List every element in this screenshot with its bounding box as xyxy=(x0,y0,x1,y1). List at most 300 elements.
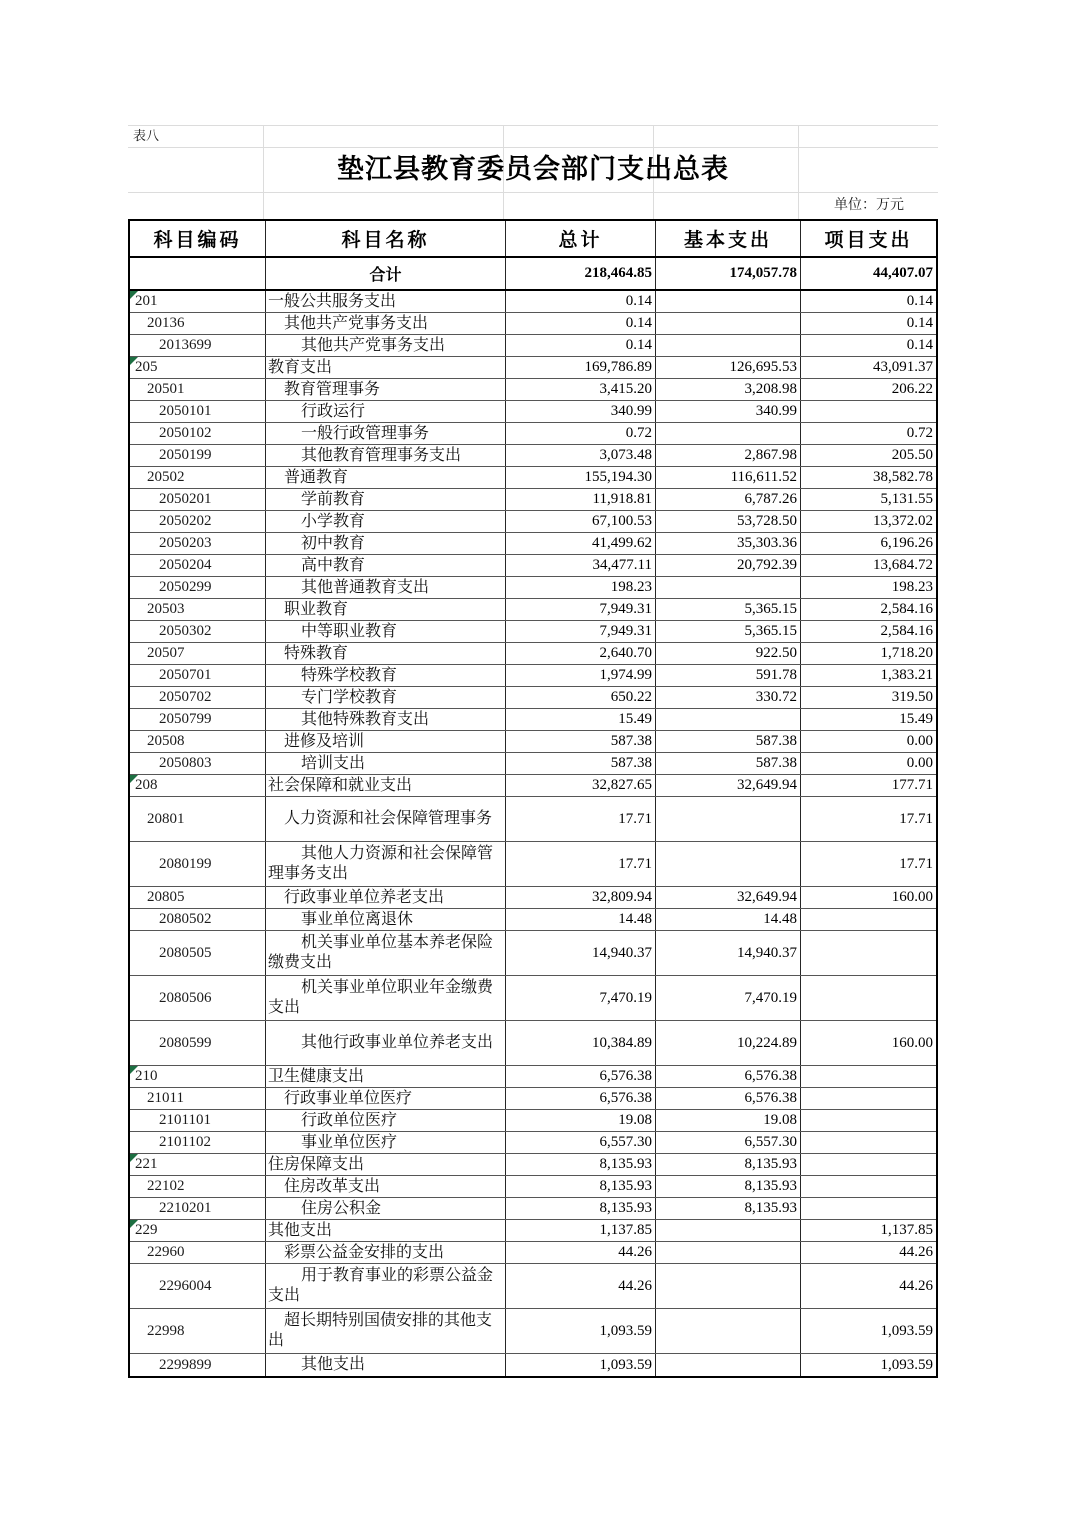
amount: 20,792.39 xyxy=(737,557,797,573)
total-cell xyxy=(505,467,655,488)
total-cell xyxy=(505,709,655,730)
subject-code: 2050202 xyxy=(159,513,212,529)
total-cell xyxy=(505,379,655,400)
amount: 126,695.53 xyxy=(729,359,797,375)
subject-code: 229 xyxy=(135,1222,158,1238)
code-cell xyxy=(130,1154,265,1175)
basic-cell xyxy=(655,775,800,796)
code-cell xyxy=(130,1110,265,1131)
amount: 17.71 xyxy=(618,855,652,872)
name-cell xyxy=(265,599,505,620)
code-cell xyxy=(130,379,265,400)
amount: 15.49 xyxy=(899,711,933,727)
table-body xyxy=(130,291,936,1376)
basic-cell xyxy=(655,291,800,312)
amount: 7,949.31 xyxy=(599,601,652,617)
project-cell xyxy=(800,1198,936,1219)
project-cell xyxy=(800,599,936,620)
code-cell xyxy=(130,909,265,930)
subject-name: 特殊学校教育 xyxy=(301,666,398,684)
amount: 205.50 xyxy=(891,447,933,463)
project-cell xyxy=(800,1088,936,1109)
basic-cell xyxy=(655,379,800,400)
amount: 44.26 xyxy=(618,1277,652,1294)
basic-cell xyxy=(655,335,800,356)
total-cell xyxy=(505,976,655,1020)
code-cell xyxy=(130,291,265,312)
code-cell xyxy=(130,1264,265,1308)
basic-cell xyxy=(655,753,800,774)
basic-cell xyxy=(655,1264,800,1308)
amount: 587.38 xyxy=(755,733,797,749)
code-cell xyxy=(130,1021,265,1065)
subject-code: 2050302 xyxy=(159,623,212,639)
name-cell xyxy=(265,931,505,975)
subject-name: 行政事业单位医疗 xyxy=(284,1089,413,1107)
code-cell xyxy=(130,1176,265,1197)
subject-name: 学前教育 xyxy=(301,490,366,508)
amount: 6,196.26 xyxy=(880,535,933,551)
project-cell xyxy=(800,1154,936,1175)
table-row xyxy=(130,709,936,731)
subject-code: 208 xyxy=(135,777,158,793)
code-cell xyxy=(130,753,265,774)
page-title: 垫江县教育委员会部门支出总表 xyxy=(337,154,729,184)
unit-label: 单位：万元 xyxy=(834,198,904,213)
amount: 0.14 xyxy=(625,337,652,353)
total-cell xyxy=(505,731,655,752)
amount: 1,093.59 xyxy=(599,1356,652,1373)
basic-cell xyxy=(655,1132,800,1153)
name-cell xyxy=(265,555,505,576)
subject-code: 2080506 xyxy=(159,989,212,1006)
subject-code: 2050204 xyxy=(159,557,212,573)
subject-name: 培训支出 xyxy=(301,754,366,772)
amount: 177.71 xyxy=(891,777,933,793)
project-cell: 44,407.07 xyxy=(800,258,936,289)
subject-name: 其他人力资源和社会保障管理事务支出 xyxy=(268,845,494,882)
table-row xyxy=(130,313,936,335)
subject-code: 2101101 xyxy=(159,1112,211,1128)
subject-code: 2050201 xyxy=(159,491,212,507)
amount: 8,135.93 xyxy=(744,1200,797,1216)
subject-code: 2050101 xyxy=(159,403,212,419)
code-cell xyxy=(130,489,265,510)
amount: 0.14 xyxy=(906,315,933,331)
subject-name: 其他特殊教育支出 xyxy=(301,710,430,728)
expenditure-table xyxy=(128,219,938,1378)
table-row xyxy=(130,797,936,842)
code-cell xyxy=(130,643,265,664)
code-cell xyxy=(130,1354,265,1376)
subject-code: 2050102 xyxy=(159,425,212,441)
code-cell xyxy=(130,577,265,598)
code-cell xyxy=(130,1220,265,1241)
amount: 17.71 xyxy=(899,855,933,872)
name-cell xyxy=(265,887,505,908)
table-row xyxy=(130,1066,936,1088)
column-header-code: 科目编码 xyxy=(153,230,242,251)
amount: 15.49 xyxy=(618,711,652,727)
amount: 587.38 xyxy=(610,733,652,749)
table-row xyxy=(130,1088,936,1110)
amount: 2,584.16 xyxy=(880,601,933,617)
amount: 13,372.02 xyxy=(873,513,933,529)
project-cell xyxy=(800,1176,936,1197)
code-cell xyxy=(130,1088,265,1109)
table-row xyxy=(130,842,936,887)
code-cell xyxy=(130,533,265,554)
amount: 319.50 xyxy=(891,689,933,705)
total-cell xyxy=(505,687,655,708)
total-cell xyxy=(505,665,655,686)
project-cell xyxy=(800,1264,936,1308)
basic-cell xyxy=(655,931,800,975)
subject-code: 2080199 xyxy=(159,855,212,872)
total-cell xyxy=(505,1309,655,1353)
project-cell xyxy=(800,621,936,642)
basic-cell xyxy=(655,1198,800,1219)
name-cell xyxy=(265,1198,505,1219)
basic-cell xyxy=(655,621,800,642)
name-cell xyxy=(265,775,505,796)
project-cell xyxy=(800,423,936,444)
subject-code: 20801 xyxy=(147,810,185,827)
basic-cell xyxy=(655,533,800,554)
amount: 0.14 xyxy=(625,315,652,331)
amount: 8,135.93 xyxy=(599,1200,652,1216)
project-cell xyxy=(800,709,936,730)
amount: 591.78 xyxy=(755,667,797,683)
code-cell xyxy=(130,445,265,466)
total-cell xyxy=(505,1264,655,1308)
basic-cell xyxy=(655,1088,800,1109)
table-row xyxy=(130,357,936,379)
name-cell xyxy=(265,489,505,510)
amount: 17.71 xyxy=(899,810,933,827)
amount: 922.50 xyxy=(755,645,797,661)
subject-code: 221 xyxy=(135,1156,158,1172)
basic-cell xyxy=(655,511,800,532)
amount: 34,477.11 xyxy=(592,557,652,573)
total-cell xyxy=(505,1220,655,1241)
subject-name: 其他普通教育支出 xyxy=(301,578,430,596)
amount: 587.38 xyxy=(755,755,797,771)
total-cell xyxy=(505,621,655,642)
name-cell xyxy=(265,511,505,532)
table-row xyxy=(130,1264,936,1309)
amount: 206.22 xyxy=(891,381,933,397)
total-cell xyxy=(505,1198,655,1219)
amount: 650.22 xyxy=(610,689,652,705)
amount: 1,383.21 xyxy=(880,667,933,683)
code-cell xyxy=(130,775,265,796)
table-header-row xyxy=(130,221,936,258)
basic-cell xyxy=(655,599,800,620)
table-row xyxy=(130,1309,936,1354)
project-cell xyxy=(800,1110,936,1131)
name-cell xyxy=(265,731,505,752)
amount: 17.71 xyxy=(618,810,652,827)
amount: 1,093.59 xyxy=(599,1322,652,1339)
project-cell xyxy=(800,687,936,708)
table-row xyxy=(130,379,936,401)
amount: 0.00 xyxy=(906,733,933,749)
name-cell xyxy=(265,1088,505,1109)
amount: 32,649.94 xyxy=(737,889,797,905)
basic-cell xyxy=(655,731,800,752)
basic-cell xyxy=(655,1220,800,1241)
name-cell xyxy=(265,1242,505,1263)
project-cell xyxy=(800,291,936,312)
name-cell xyxy=(265,1264,505,1308)
subject-code: 20502 xyxy=(147,469,185,485)
code-cell xyxy=(130,976,265,1020)
amount: 8,135.93 xyxy=(744,1178,797,1194)
subject-name: 教育支出 xyxy=(268,358,333,376)
total-cell xyxy=(505,577,655,598)
amount: 0.14 xyxy=(906,337,933,353)
amount: 1,093.59 xyxy=(880,1356,933,1373)
amount: 116,611.52 xyxy=(730,469,797,485)
amount: 6,576.38 xyxy=(599,1068,652,1084)
basic-cell xyxy=(655,1242,800,1263)
basic-cell xyxy=(655,643,800,664)
amount: 1,974.99 xyxy=(599,667,652,683)
name-cell xyxy=(265,445,505,466)
subject-name: 超长期特别国债安排的其他支出 xyxy=(268,1312,493,1349)
project-cell xyxy=(800,775,936,796)
code-cell xyxy=(130,1066,265,1087)
amount: 67,100.53 xyxy=(592,513,652,529)
subject-code: 2013699 xyxy=(159,337,212,353)
project-cell xyxy=(800,555,936,576)
subject-name: 人力资源和社会保障管理事务 xyxy=(284,810,493,827)
project-cell xyxy=(800,1066,936,1087)
project-cell xyxy=(800,379,936,400)
subject-code: 2080599 xyxy=(159,1034,212,1051)
total-cell xyxy=(505,1021,655,1065)
subject-code: 20805 xyxy=(147,889,185,905)
project-cell xyxy=(800,577,936,598)
total-cell xyxy=(505,445,655,466)
basic-cell: 174,057.78 xyxy=(655,258,800,289)
project-cell xyxy=(800,467,936,488)
total-cell xyxy=(505,335,655,356)
error-indicator-triangle xyxy=(130,357,138,365)
name-cell xyxy=(265,1110,505,1131)
project-cell xyxy=(800,533,936,554)
subject-code: 210 xyxy=(135,1068,158,1084)
table-row xyxy=(130,555,936,577)
subject-code: 2050701 xyxy=(159,667,212,683)
amount: 1,137.85 xyxy=(880,1222,933,1238)
basic-cell xyxy=(655,423,800,444)
table-row xyxy=(130,665,936,687)
amount: 160.00 xyxy=(891,889,933,905)
table-row xyxy=(130,1132,936,1154)
name-cell xyxy=(265,753,505,774)
total-cell xyxy=(505,291,655,312)
total-cell xyxy=(505,909,655,930)
project-cell xyxy=(800,357,936,378)
column-header-total: 总计 xyxy=(505,221,655,256)
subject-code: 22102 xyxy=(147,1178,185,1194)
project-cell xyxy=(800,1220,936,1241)
total-cell xyxy=(505,423,655,444)
subject-code: 2299899 xyxy=(159,1356,212,1373)
total-cell xyxy=(505,1110,655,1131)
name-cell xyxy=(265,401,505,422)
amount: 8,135.93 xyxy=(599,1178,652,1194)
basic-cell xyxy=(655,842,800,886)
name-cell xyxy=(265,533,505,554)
table-row xyxy=(130,467,936,489)
total-cell xyxy=(505,1088,655,1109)
name-cell xyxy=(265,335,505,356)
amount: 0.00 xyxy=(906,755,933,771)
amount: 5,131.55 xyxy=(880,491,933,507)
table-row xyxy=(130,1154,936,1176)
table-row xyxy=(130,445,936,467)
code-cell xyxy=(130,555,265,576)
project-cell xyxy=(800,643,936,664)
name-cell xyxy=(265,1176,505,1197)
subject-code: 20507 xyxy=(147,645,185,661)
code-cell xyxy=(130,1242,265,1263)
subject-name: 卫生健康支出 xyxy=(268,1067,365,1085)
subject-code: 2050203 xyxy=(159,535,212,551)
project-cell xyxy=(800,1242,936,1263)
basic-cell xyxy=(655,1354,800,1376)
basic-cell xyxy=(655,467,800,488)
code-cell xyxy=(130,511,265,532)
name-cell xyxy=(265,709,505,730)
subject-name: 职业教育 xyxy=(284,600,349,618)
basic-cell xyxy=(655,1021,800,1065)
amount: 14.48 xyxy=(763,911,797,927)
code-cell xyxy=(130,887,265,908)
amount: 14,940.37 xyxy=(592,944,652,961)
amount: 7,470.19 xyxy=(599,989,652,1006)
amount: 155,194.30 xyxy=(584,469,652,485)
error-indicator-triangle xyxy=(130,291,138,299)
code-cell xyxy=(130,467,265,488)
amount: 6,576.38 xyxy=(744,1090,797,1106)
total-cell xyxy=(505,555,655,576)
subject-name: 事业单位医疗 xyxy=(301,1133,398,1151)
basic-cell xyxy=(655,555,800,576)
total-cell xyxy=(505,887,655,908)
basic-cell xyxy=(655,976,800,1020)
amount: 3,073.48 xyxy=(599,447,652,463)
name-cell xyxy=(265,313,505,334)
code-cell xyxy=(130,357,265,378)
total-cell xyxy=(505,1154,655,1175)
amount: 198.23 xyxy=(891,579,933,595)
code-cell xyxy=(130,1198,265,1219)
total-cell xyxy=(505,1176,655,1197)
subject-name: 一般行政管理事务 xyxy=(301,424,430,442)
total-cell xyxy=(505,1354,655,1376)
subject-name: 进修及培训 xyxy=(284,732,365,750)
code-cell xyxy=(130,731,265,752)
amount: 587.38 xyxy=(610,755,652,771)
amount: 5,365.15 xyxy=(744,601,797,617)
project-cell xyxy=(800,731,936,752)
table-row xyxy=(130,643,936,665)
name-cell xyxy=(265,357,505,378)
total-cell xyxy=(505,842,655,886)
amount: 1,137.85 xyxy=(599,1222,652,1238)
project-cell xyxy=(800,931,936,975)
project-cell xyxy=(800,976,936,1020)
table-row xyxy=(130,1176,936,1198)
table-row xyxy=(130,1021,936,1066)
name-cell xyxy=(265,1132,505,1153)
subject-name: 彩票公益金安排的支出 xyxy=(284,1243,445,1261)
amount: 169,786.89 xyxy=(584,359,652,375)
code-cell xyxy=(130,258,265,289)
subject-name: 社会保障和就业支出 xyxy=(268,776,413,794)
subject-code: 201 xyxy=(135,293,158,309)
subject-code: 2050299 xyxy=(159,579,212,595)
name-cell xyxy=(265,291,505,312)
table-row xyxy=(130,599,936,621)
basic-cell xyxy=(655,489,800,510)
subject-name: 教育管理事务 xyxy=(284,380,381,398)
subject-name: 行政事业单位养老支出 xyxy=(284,888,445,906)
subject-code: 2210201 xyxy=(159,1200,212,1216)
total-cell xyxy=(505,313,655,334)
name-cell xyxy=(265,665,505,686)
amount: 340.99 xyxy=(610,403,652,419)
subject-name: 初中教育 xyxy=(301,534,366,552)
subject-code: 2050199 xyxy=(159,447,212,463)
amount: 2,867.98 xyxy=(744,447,797,463)
table-row xyxy=(130,489,936,511)
table-row xyxy=(130,291,936,313)
table-row xyxy=(130,423,936,445)
basic-cell xyxy=(655,665,800,686)
table-row xyxy=(130,887,936,909)
name-cell xyxy=(265,577,505,598)
amount: 198.23 xyxy=(610,579,652,595)
code-cell xyxy=(130,621,265,642)
subject-name: 住房公积金 xyxy=(301,1199,382,1217)
subject-code: 2101102 xyxy=(159,1134,211,1150)
total-cell xyxy=(505,775,655,796)
total-cell xyxy=(505,401,655,422)
basic-cell xyxy=(655,577,800,598)
basic-cell xyxy=(655,797,800,841)
subject-code: 2080505 xyxy=(159,944,212,961)
amount: 2,640.70 xyxy=(599,645,652,661)
table-row xyxy=(130,401,936,423)
column-header-project: 项目支出 xyxy=(800,221,936,256)
grand-total-row xyxy=(130,258,936,291)
amount: 6,576.38 xyxy=(744,1068,797,1084)
name-cell xyxy=(265,976,505,1020)
table-row xyxy=(130,687,936,709)
subject-name: 事业单位离退休 xyxy=(301,910,414,928)
total-cell xyxy=(505,797,655,841)
subject-name: 其他行政事业单位养老支出 xyxy=(301,1034,494,1051)
amount: 1,718.20 xyxy=(880,645,933,661)
amount: 7,949.31 xyxy=(599,623,652,639)
name-cell xyxy=(265,909,505,930)
subject-code: 2296004 xyxy=(159,1277,212,1294)
